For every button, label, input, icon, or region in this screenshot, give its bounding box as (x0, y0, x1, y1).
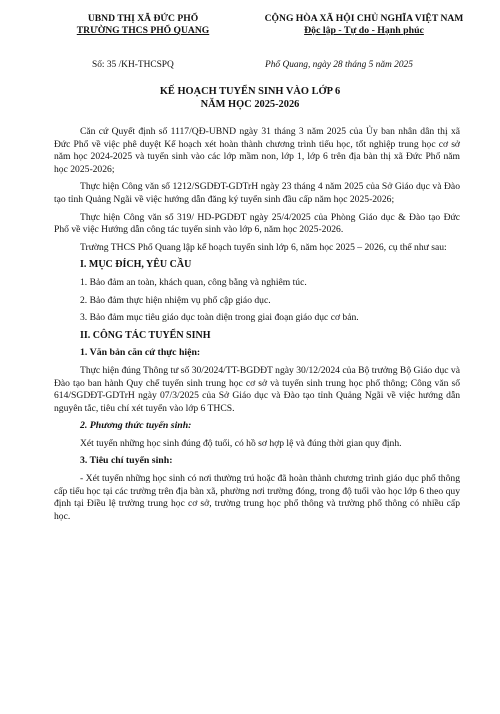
national-header (236, 13, 492, 37)
paragraph: Thực hiện Công văn số 319/ HD-PGDĐT ngày 25/4/2025 của Phòng Giáo dục & Đào tạo Đức Phổ về việc Hướng dẫn công tác tuyển sinh vào lớp 6, năm học 2025-2026. (54, 211, 460, 236)
place-date: Phổ Quang, ngày 28 tháng 5 năm 2025 (265, 60, 413, 70)
subsection-heading: 1. Văn bản căn cứ thực hiện: (80, 347, 201, 359)
paragraph: Thực hiện Công văn số 1212/SGDĐT-GDTrH ngày 23 tháng 4 năm 2025 của Sở Giáo dục và Đào tạo tỉnh Quảng Ngãi về việc hướng dẫn đăng ký tuyển sinh đầu cấp năm học 2025-2026; (54, 181, 460, 205)
section-heading: I. MỤC ĐÍCH, YÊU CẦU (80, 259, 192, 271)
paragraph: Xét tuyển những học sinh đúng độ tuổi, có hồ sơ hợp lệ và đúng thời gian quy định. (80, 437, 402, 449)
list-item: 1. Bảo đảm an toàn, khách quan, công bằng và nghiêm túc. (80, 276, 307, 288)
document-body (54, 126, 460, 528)
subsection-heading: 3. Tiêu chí tuyển sinh: (80, 455, 173, 467)
paragraph: Trường THCS Phổ Quang lập kế hoạch tuyển sinh lớp 6, năm học 2025 – 2026, cụ thể như sau: (80, 241, 447, 253)
national-motto: Độc lập - Tự do - Hạnh phúc (304, 25, 424, 36)
list-item: 3. Bảo đảm mục tiêu giáo dục toàn diện trong giai đoạn giáo dục cơ bản. (80, 312, 359, 324)
issuer-school: TRƯỜNG THCS PHỔ QUANG (76, 25, 210, 36)
issuer-org: UBND THỊ XÃ ĐỨC PHỔ (87, 13, 199, 24)
paragraph: Thực hiện đúng Thông tư số 30/2024/TT-BGDĐT ngày 30/12/2024 của Bộ trưởng Bộ Giáo dục và Đào tạo ban hành Quy chế tuyển sinh trung học cơ sở và tuyển sinh trung học phổ thông; Công văn số 614/SGDĐT-GDTrH ngày 07/3/2025 của Sở Giáo dục và Đào tạo tỉnh Quảng Ngãi về việc hướng dẫn nguyên tắc, tiêu chí xét tuyển vào lớp 6 THCS. (54, 364, 460, 414)
document-subtitle: NĂM HỌC 2025-2026 (200, 99, 300, 110)
paragraph: Căn cứ Quyết định số 1117/QĐ-UBND ngày 31 tháng 3 năm 2025 của Ủy ban nhân dân thị xã Đức Phổ về việc phê duyệt Kế hoạch xét hoàn thành chương trình tiểu học, tốt nghiệp trung học cơ sở năm học 2024-2025 và tuyển sinh vào các lớp mầm non, lớp 1, lớp 6 trên địa bàn thị xã Đức Phổ năm học 2025-2026; (54, 126, 460, 175)
subsection-heading: 2. Phương thức tuyển sinh: (80, 420, 192, 432)
issuer-block (58, 13, 228, 37)
section-heading: II. CÔNG TÁC TUYỂN SINH (80, 329, 211, 341)
list-item: 2. Bảo đảm thực hiện nhiệm vụ phổ cập giáo dục. (80, 294, 271, 306)
paragraph: - Xét tuyển những học sinh có nơi thường trú hoặc đã hoàn thành chương trình giáo dục phổ thông cấp tiểu học tại các trường trên địa bàn xã, phường nơi trường đóng, trong độ tuổi vào học lớp 6 theo quy định tại Điều lệ trường trung học cơ sở, trường trung học phổ thông và trường phổ thông có nhiều cấp học. (54, 473, 460, 522)
document-number: Số: 35 /KH-THCSPQ (92, 60, 174, 70)
document-title: KẾ HOẠCH TUYỂN SINH VÀO LỚP 6 (159, 86, 341, 97)
nation-name: CỘNG HÒA XÃ HỘI CHỦ NGHĨA VIỆT NAM (264, 13, 464, 24)
